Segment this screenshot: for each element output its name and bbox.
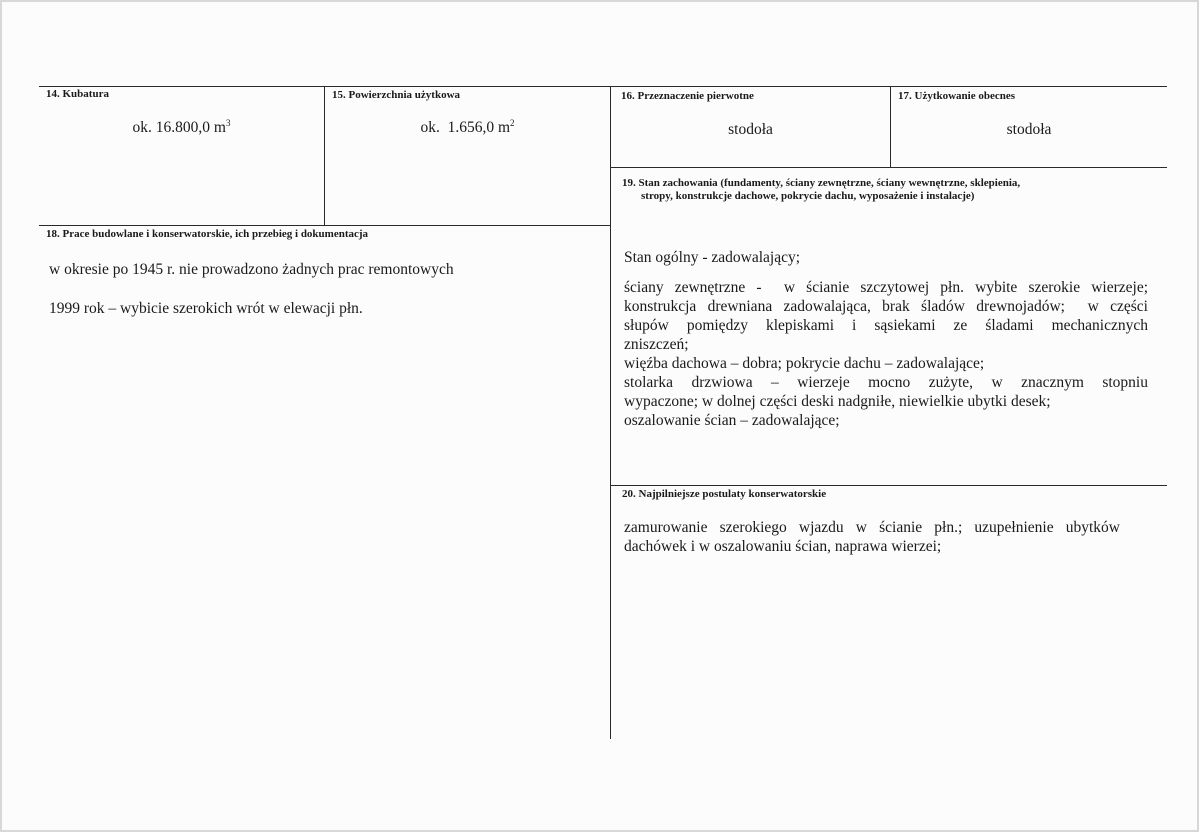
field-20-line-1: zamurowanie szerokiego wjazdu w ścianie płn.; uzupełnienie ubytków: [624, 519, 1120, 536]
field-18-label: 18. Prace budowlane i konserwatorskie, ich przebieg i dokumentacja: [46, 228, 369, 240]
field-19-p3-line-2: wypaczone; w dolnej części deski nadgniłe, niewielkie ubytki desek;: [624, 393, 1051, 410]
field-14-label: 14. Kubatura: [46, 88, 109, 100]
field-17-value: stodoła: [1006, 121, 1052, 138]
field-20-text: [624, 518, 1120, 556]
field-19-p4: oszalowanie ścian – zadowalające;: [624, 412, 840, 429]
field-14-unit-sup: 3: [225, 117, 231, 128]
field-17-label: 17. Użytkowanie obecnes: [898, 90, 1016, 102]
field-19-label-line-1: 19. Stan zachowania (fundamenty, ściany zewnętrzne, ściany wewnętrzne, sklepienia,: [622, 177, 1021, 189]
field-15-unit-sup: 2: [510, 117, 515, 128]
field-18-text: [49, 260, 589, 318]
field-19-label: [622, 177, 1122, 203]
field-19-p1-line-3: słupów pomiędzy klepiskami i sąsiekami ze śladami mechanicznych: [624, 317, 1148, 334]
field-20-line-2: dachówek i w oszalowaniu ścian, naprawa wierzei;: [624, 538, 942, 555]
field-14-value: [39, 118, 324, 137]
field-16-value: stodoła: [728, 121, 773, 138]
field-15-value: [325, 118, 610, 137]
field-19-p3-line-1: stolarka drzwiowa – wierzeje mocno zużyte, w znacznym stopniu: [624, 374, 1148, 391]
field-18-line-1: w okresie po 1945 r. nie prowadzono żadnych prac remontowych: [49, 261, 454, 278]
field-19-p1-line-1: ściany zewnętrzne - w ścianie szczytowej płn. wybite szerokie wierzeje;: [624, 279, 1148, 296]
field-18-line-2: 1999 rok – wybicie szerokich wrót w elewacji płn.: [49, 300, 363, 317]
rule-16-17-bottom: [611, 167, 1167, 168]
field-15-value-text: ok. 1.656,0 m: [420, 119, 511, 136]
rule-20-top: [611, 485, 1167, 486]
field-19-label-line-2: stropy, konstrukcje dachowe, pokrycie dachu, wyposażenie i instalacje): [641, 190, 975, 202]
rule-18-top: [39, 225, 611, 226]
field-19-p2: więźba dachowa – dobra; pokrycie dachu – zadowalające;: [624, 355, 985, 372]
field-15-label: 15. Powierzchnia użytkowa: [332, 89, 461, 101]
field-20-label: 20. Najpilniejsze postulaty konserwatorskie: [622, 488, 827, 500]
field-14-value-text: ok. 16.800,0 m: [132, 119, 226, 136]
divider-main: [610, 86, 611, 739]
field-19-p1-line-2: konstrukcja drewniana zadowalająca, brak śladów drewnojadów; w części: [624, 298, 1148, 315]
divider-14-15: [324, 86, 325, 226]
field-19-p1-line-4: zniszczeń;: [624, 336, 689, 353]
top-rule: [39, 86, 1167, 87]
field-19-text: [624, 248, 1148, 430]
field-16-label: 16. Przeznaczenie pierwotne: [621, 90, 754, 102]
field-19-intro: Stan ogólny - zadowalający;: [624, 249, 801, 266]
